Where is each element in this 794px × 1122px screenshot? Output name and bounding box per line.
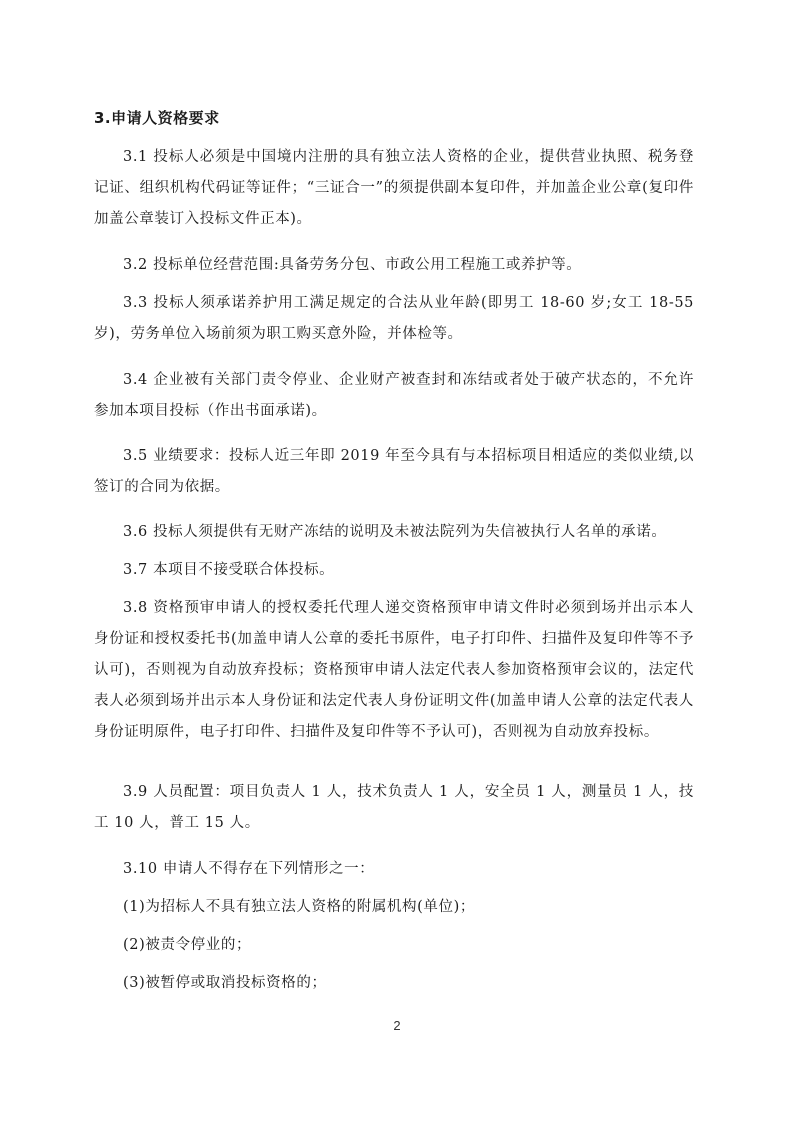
list-item-3: (3)被暂停或取消投标资格的； bbox=[123, 975, 327, 991]
paragraph-3-2: 3.2 投标单位经营范围:具备劳务分包、市政公用工程施工或养护等。 bbox=[123, 257, 582, 273]
list-item-1: (1)为招标人不具有独立法人资格的附属机构(单位)； bbox=[123, 899, 475, 915]
paragraph-3-9: 3.9 人员配置：项目负责人 1 人，技术负责人 1 人，安全员 1 人，测量员 1 人，技工 10 人，普工 15 人。 bbox=[94, 784, 694, 831]
paragraph-3-4: 3.4 企业被有关部门责令停业、企业财产被查封和冻结或者处于破产状态的，不允许参加本项目投标（作出书面承诺)。 bbox=[94, 372, 694, 419]
page-number: 2 bbox=[393, 1018, 401, 1033]
paragraph-3-1: 3.1 投标人必须是中国境内注册的具有独立法人资格的企业，提供营业执照、税务登记证、组织机构代码证等证件；“三证合一”的须提供副本复印件，并加盖企业公章(复印件加盖公章装订入投标文件正本)。 bbox=[94, 149, 694, 227]
paragraph-3-7: 3.7 本项目不接受联合体投标。 bbox=[123, 562, 335, 578]
section-heading: 3.申请人资格要求 bbox=[94, 109, 220, 127]
list-item-2: (2)被责令停业的； bbox=[123, 937, 252, 953]
paragraph-3-5: 3.5 业绩要求：投标人近三年即 2019 年至今具有与本招标项目相适应的类似业绩,以签订的合同为依据。 bbox=[94, 448, 694, 495]
paragraph-3-8: 3.8 资格预审申请人的授权委托代理人递交资格预审申请文件时必须到场并出示本人身份证和授权委托书(加盖申请人公章的委托书原件，电子打印件、扫描件及复印件等不予认可)，否则视为自动放弃投标；资格预审申请人法定代表人参加资格预审会议的，法定代表人必须到场并出示本人身份证和法定代表人身份证明文件(加盖申请人公章的法定代表人身份证明原件，电子打印件、扫描件及复印件等不予认可)，否则视为自动放弃投标。 bbox=[94, 600, 694, 740]
paragraph-3-6: 3.6 投标人须提供有无财产冻结的说明及未被法院列为失信被执行人名单的承诺。 bbox=[123, 524, 667, 540]
paragraph-3-3: 3.3 投标人须承诺养护用工满足规定的合法从业年龄(即男工 18-60 岁;女工 18-55 岁)，劳务单位入场前须为职工购买意外险，并体检等。 bbox=[94, 295, 694, 342]
paragraph-3-10: 3.10 申请人不得存在下列情形之一： bbox=[123, 861, 375, 877]
